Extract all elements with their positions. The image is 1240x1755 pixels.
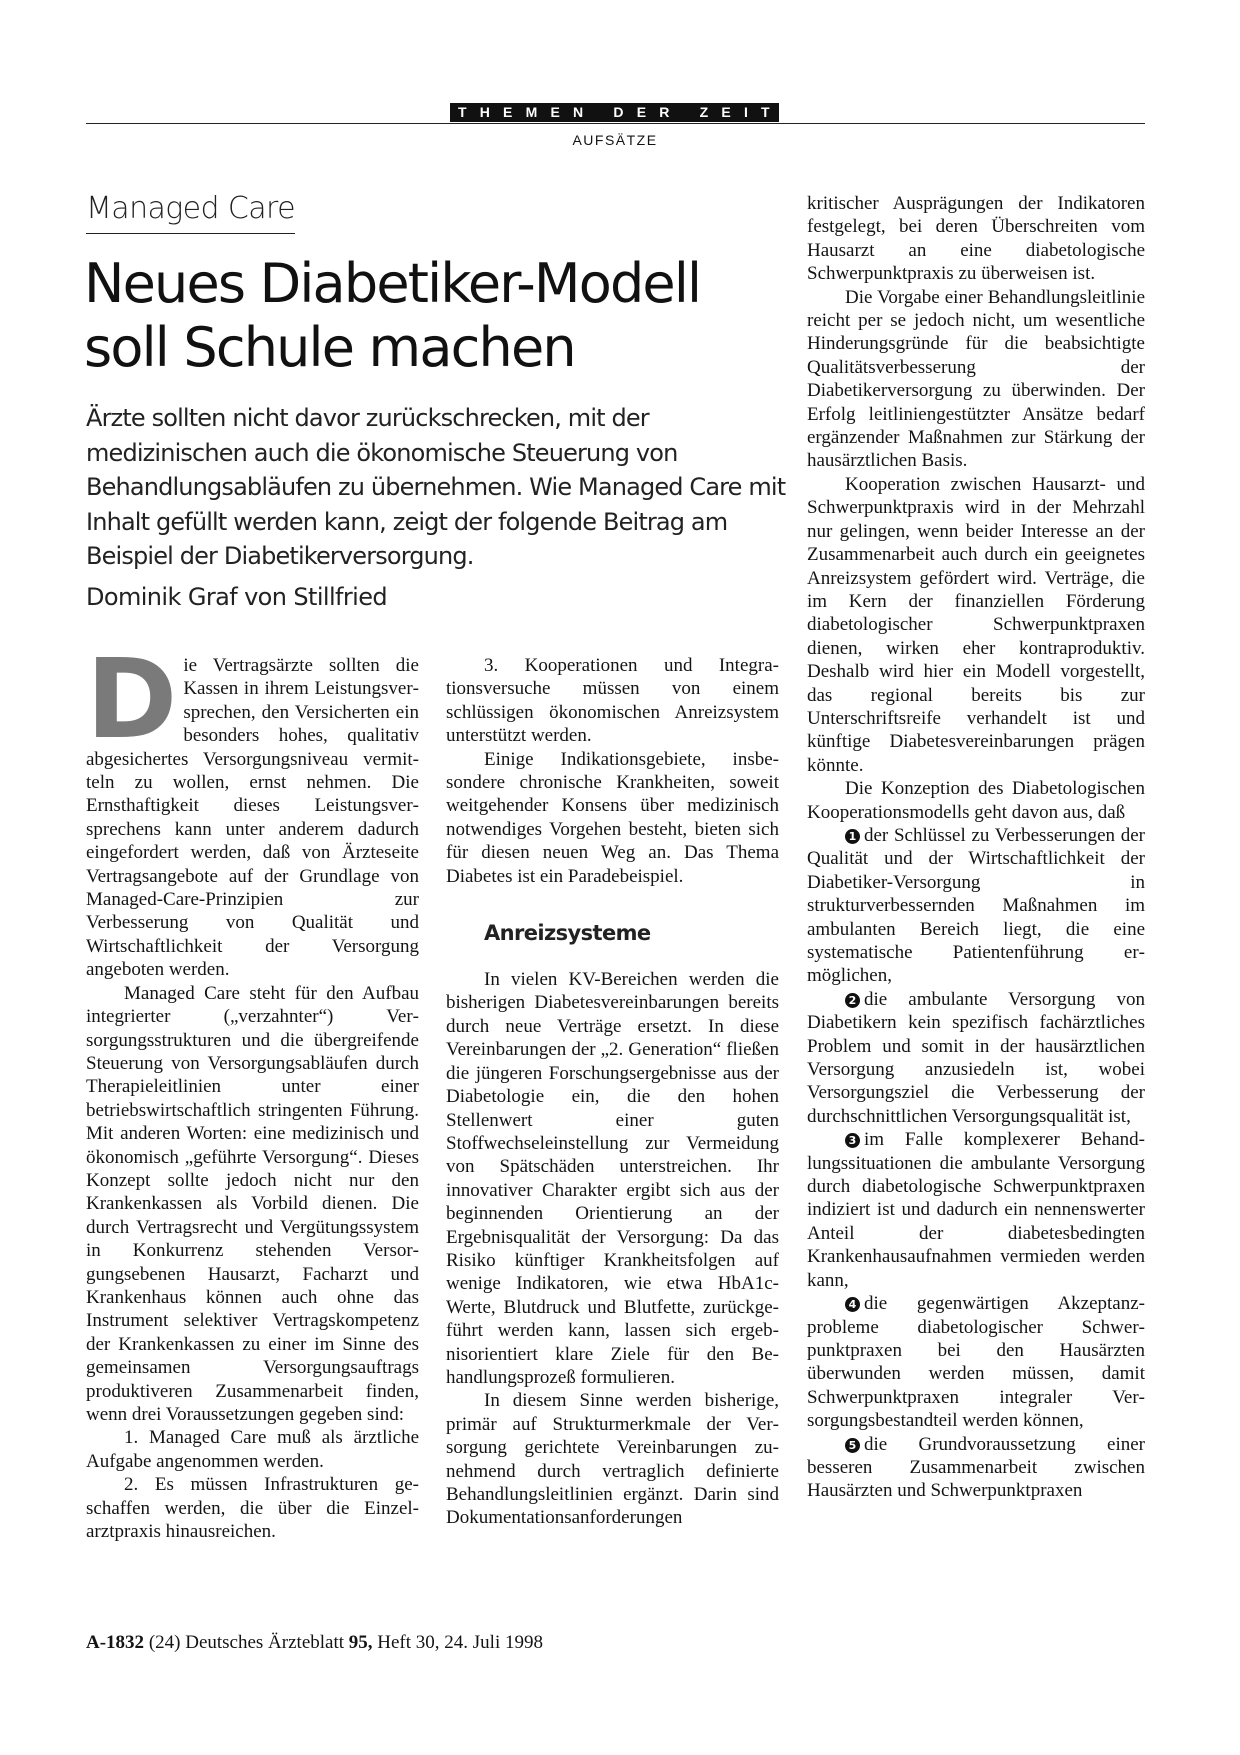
number-bullet-icon: 1 bbox=[845, 829, 860, 844]
body-column-1 bbox=[86, 635, 419, 1543]
paragraph: In diesem Sinne werden bisherige, primär auf Strukturmerkmale der Versorgung gerichtete Vereinbarungen zunehmend durch vertraglich definierte Behandlungsleitlinien ergänzt. Darin sind Dokumentationsanforderungen bbox=[446, 1390, 779, 1529]
paragraph: Die Vorgabe einer Behandlungsleitlinie reicht per se jedoch nicht, um wesentliche Hinderungsgründe für die beabsichtigte Qualitätsverbesserung der Diabetikerversorgung zu überwinden. Der Erfolg leitliniengestützter Ansätze bedarf ergänzender Maßnahmen zur Stärkung der hausärztlichen Basis. bbox=[807, 286, 1145, 472]
number-bullet-icon: 3 bbox=[845, 1133, 860, 1148]
paragraph: kritischer Ausprägungen der Indikatoren festgelegt, bei deren Überschreiten vom Hausarzt an eine diabetologische Schwerpunktpraxis zu überweisen ist. bbox=[807, 193, 1145, 285]
paragraph: Managed Care steht für den Aufbau integrierter („verzahnter“) Versorgungsstrukturen und die übergreifende Steuerung von Versorgungsabläufen durch Therapieleitlinien unter einer betriebswirtschaftlich stringenten Führung. Mit anderen Worten: eine medizinisch und ökonomisch „geführte Versorgung“. Dieses Konzept sollte jedoch nicht nur den Krankenkassen als Vorbild dienen. Die durch Vertragsrecht und Vergütungssystem in Konkurrenz stehenden Versorgungsebenen Hausarzt, Facharzt und Krankenhaus können auch ohne das Instrument selektiver Vertragskompetenz der Krankenkassen zu einer im Sinne des gemeinsamen Versorgungsauftrags produktiveren Zusammenarbeit finden, wenn drei Voraussetzungen gegeben sind: bbox=[86, 982, 419, 1425]
number-bullet-icon: 2 bbox=[845, 993, 860, 1008]
article-author: Dominik Graf von Stillfried bbox=[86, 583, 388, 611]
volume-number: 95, bbox=[348, 1632, 373, 1653]
list-item: 2 die ambulante Versorgung von Diabetikern kein spezifisch fachärztliches Problem und somit in der hausärztlichen Versorgung anzusiedeln ist, wobei Versorgungsziel die Verbesserung der durchschnittlichen Versorgungsqualität ist, bbox=[807, 988, 1145, 1127]
number-bullet-icon: 4 bbox=[845, 1297, 860, 1312]
paragraph: Einige Indikationsgebiete, insbesondere chronische Krankheiten, soweit weitgehender Konsens über medizinisch notwendiges Vorgehen besteht, bieten sich für diesen neuen Weg an. Das Thema Diabetes ist ein Paradebeispiel. bbox=[446, 748, 779, 887]
list-item: 1 der Schlüssel zu Verbesserungen der Qualität und der Wirtschaftlichkeit der Diabetiker-Versorgung in strukturverbessernden Maßnahmen im ambulanten Bereich liegt, die eine systematische Patientenführung ermöglichen, bbox=[807, 824, 1145, 987]
list-item: 5 die Grundvoraussetzung einer besseren Zusammenarbeit zwischen Hausärzten und Schwerpunktpraxen bbox=[807, 1433, 1145, 1502]
header-rule bbox=[86, 123, 1145, 124]
article-teaser: Ärzte sollten nicht davor zurückschrecken, mit der medizinischen auch die ökonomische Steuerung von Behandlungsabläufen zu übernehmen. Wie Managed Care mit Inhalt gefüllt werden kann, zeigt der folgende Beitrag am Beispiel der Diabetikerversorgung. bbox=[86, 404, 786, 570]
list-item: 1. Managed Care muß als ärztliche Aufgabe angenommen werden. bbox=[86, 1427, 419, 1472]
paragraph: Die Konzeption des Diabetologischen Kooperationsmodells geht davon aus, daß bbox=[807, 778, 1145, 823]
footer-text: (24) Deutsches Ärzteblatt bbox=[144, 1632, 349, 1653]
list-item: 2. Es müssen Infrastrukturen geschaffen werden, die über die Einzelarztpraxis hinausreichen. bbox=[86, 1474, 419, 1543]
paragraph: Kooperation zwischen Hausarzt- und Schwerpunktpraxis wird in der Mehrzahl nur gelingen, wenn beider Interesse an der Zusammenarbeit auch durch ein geeignetes Anreizsystem gefördert wird. Verträge, die im Kern der finanziellen Förderung diabetologischer Schwerpunktpraxen dienen, wirken eher kontraproduktiv. Deshalb wird hier ein Modell vorgestellt, das regional bereits bis zur Unterschriftsreife verhandelt ist und künftige Diabetesvereinbarungen prägen könnte. bbox=[807, 473, 1145, 776]
number-bullet-icon: 5 bbox=[845, 1438, 860, 1453]
headline-line-2: soll Schule machen bbox=[84, 316, 575, 379]
body-column-2 bbox=[446, 654, 779, 1530]
list-item: 3. Kooperationen und Integrationsversuche müssen von einem schlüssigen ökonomischen Anreizsystem unterstützt werden. bbox=[446, 655, 779, 747]
paragraph: Die Vertragsärzte sollten die Kassen in ihrem Leistungsversprechen, den Versicherten ein besonders hohes, qualitativ abgesichertes Versorgungsniveau vermitteln zu wollen, ernst nehmen. Die Ernsthaftigkeit dieses Leistungsversprechens kann unter anderem dadurch eingefordert werden, daß von Ärzteseite Vertragsangebote auf der Grundlage von Managed-Care-Prinzipien zur Verbesserung von Qualität und Wirtschaftlichkeit der Versorgung angeboten werden. bbox=[86, 635, 419, 981]
headline-line-1: Neues Diabetiker-Modell bbox=[84, 252, 701, 315]
list-item: 3 im Falle komplexerer Behandlungssituationen die ambulante Versorgung durch diabetologische Schwerpunktpraxen indiziert ist und dadurch ein nennenswerter Anteil der diabetesbedingten Krankenhausaufnahmen vermieden werden kann, bbox=[807, 1129, 1145, 1291]
body-column-3 bbox=[807, 192, 1145, 1503]
article-headline bbox=[84, 252, 784, 380]
page-number: A-1832 bbox=[86, 1632, 145, 1653]
drop-cap: D bbox=[86, 635, 176, 763]
subsection-label: AUFSÄTZE bbox=[572, 132, 658, 148]
footer-issue: Heft 30, 24. Juli 1998 bbox=[372, 1632, 543, 1653]
list-item: 4 die gegenwärtigen Akzeptanzprobleme diabetologischer Schwerpunktpraxen bei den Hausärzten überwunden werden müssen, damit Schwerpunktpraxen integraler Versorgungsbestandteil werden können, bbox=[807, 1293, 1145, 1432]
section-label: THEMEN DER ZEIT bbox=[450, 103, 779, 122]
article-kicker: Managed Care bbox=[86, 190, 295, 234]
page-footer bbox=[86, 1632, 543, 1654]
subheading: Anreizsysteme bbox=[484, 921, 651, 946]
paragraph: In vielen KV-Bereichen werden die bisherigen Diabetesvereinbarungen bereits durch neue Verträge ersetzt. In diese Vereinbarungen der „2. Generation“ fließen die jüngeren Forschungsergebnisse aus der Diabetologie ein, die den hohen Stellenwert einer guten Stoffwechseleinstellung zur Vermeidung von Spätschäden unterstreichen. Ihr innovativer Charakter ergibt sich aus der beginnenden Orientierung an der Ergebnisqualität der Versorgung: Da das Risiko künftiger Krankheitsfolgen auf wenige Indikatoren, wie etwa HbA1c-Werte, Blutdruck und Blutfette, zurückgeführt werden kann, lassen sich ergebnisorientiert klare Ziele für den Behandlungsprozeß formulieren. bbox=[446, 969, 779, 1388]
